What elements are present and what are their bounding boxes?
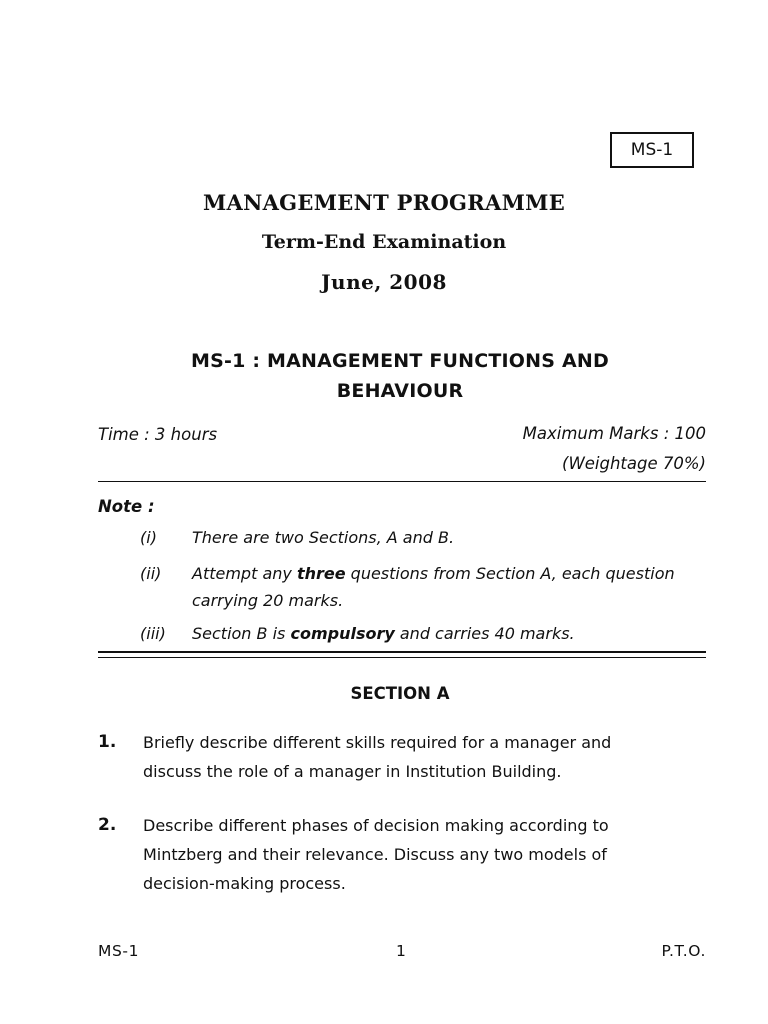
question-2 [98,811,673,898]
divider-double-upper [98,651,706,653]
section-heading: SECTION A [350,684,450,703]
note-item-text: There are two Sections, A and B. [192,528,455,547]
question-1 [98,728,673,786]
divider-double-lower [98,657,706,658]
note-item-1 [140,524,700,551]
time-allowed: Time : 3 hours [98,425,218,444]
weightage: (Weightage 70%) [562,454,706,473]
footer-pto: P.T.O. [661,942,706,960]
course-title [100,346,700,406]
note-item-number: (i) [140,528,157,547]
note-item-number: (ii) [140,564,162,583]
programme-title: MANAGEMENT PROGRAMME [202,190,566,215]
note-label: Note : [98,497,155,516]
note-item-text: Section B is compulsory and carries 40 marks. [192,624,575,643]
note-item-text: Attempt any three questions from Section A, each question carrying 20 marks. [192,564,675,610]
question-text: Describe different phases of decision making according to Mintzberg and their relevance. Discuss any two models of decision-making process. [143,816,609,893]
footer-page-number: 1 [396,942,407,960]
note-item-3 [140,620,700,647]
question-number: 1. [98,732,117,752]
note-item-2 [140,560,700,614]
note-emphasis: three [296,564,346,583]
question-text: Briefly describe different skills required for a manager and discuss the role of a manager in Institution Building. [143,733,612,781]
note-emphasis: compulsory [290,624,395,643]
paper-code-box: MS-1 [610,132,694,168]
question-number: 2. [98,815,117,835]
divider-top [98,481,706,482]
note-item-number: (iii) [140,624,166,643]
course-title-line1: MS-1 : MANAGEMENT FUNCTIONS AND [191,350,609,372]
maximum-marks: Maximum Marks : 100 [522,424,706,443]
footer-paper-code: MS-1 [98,942,140,960]
course-title-line2: BEHAVIOUR [336,380,464,402]
exam-date: June, 2008 [321,270,447,294]
exam-type: Term-End Examination [261,231,507,253]
